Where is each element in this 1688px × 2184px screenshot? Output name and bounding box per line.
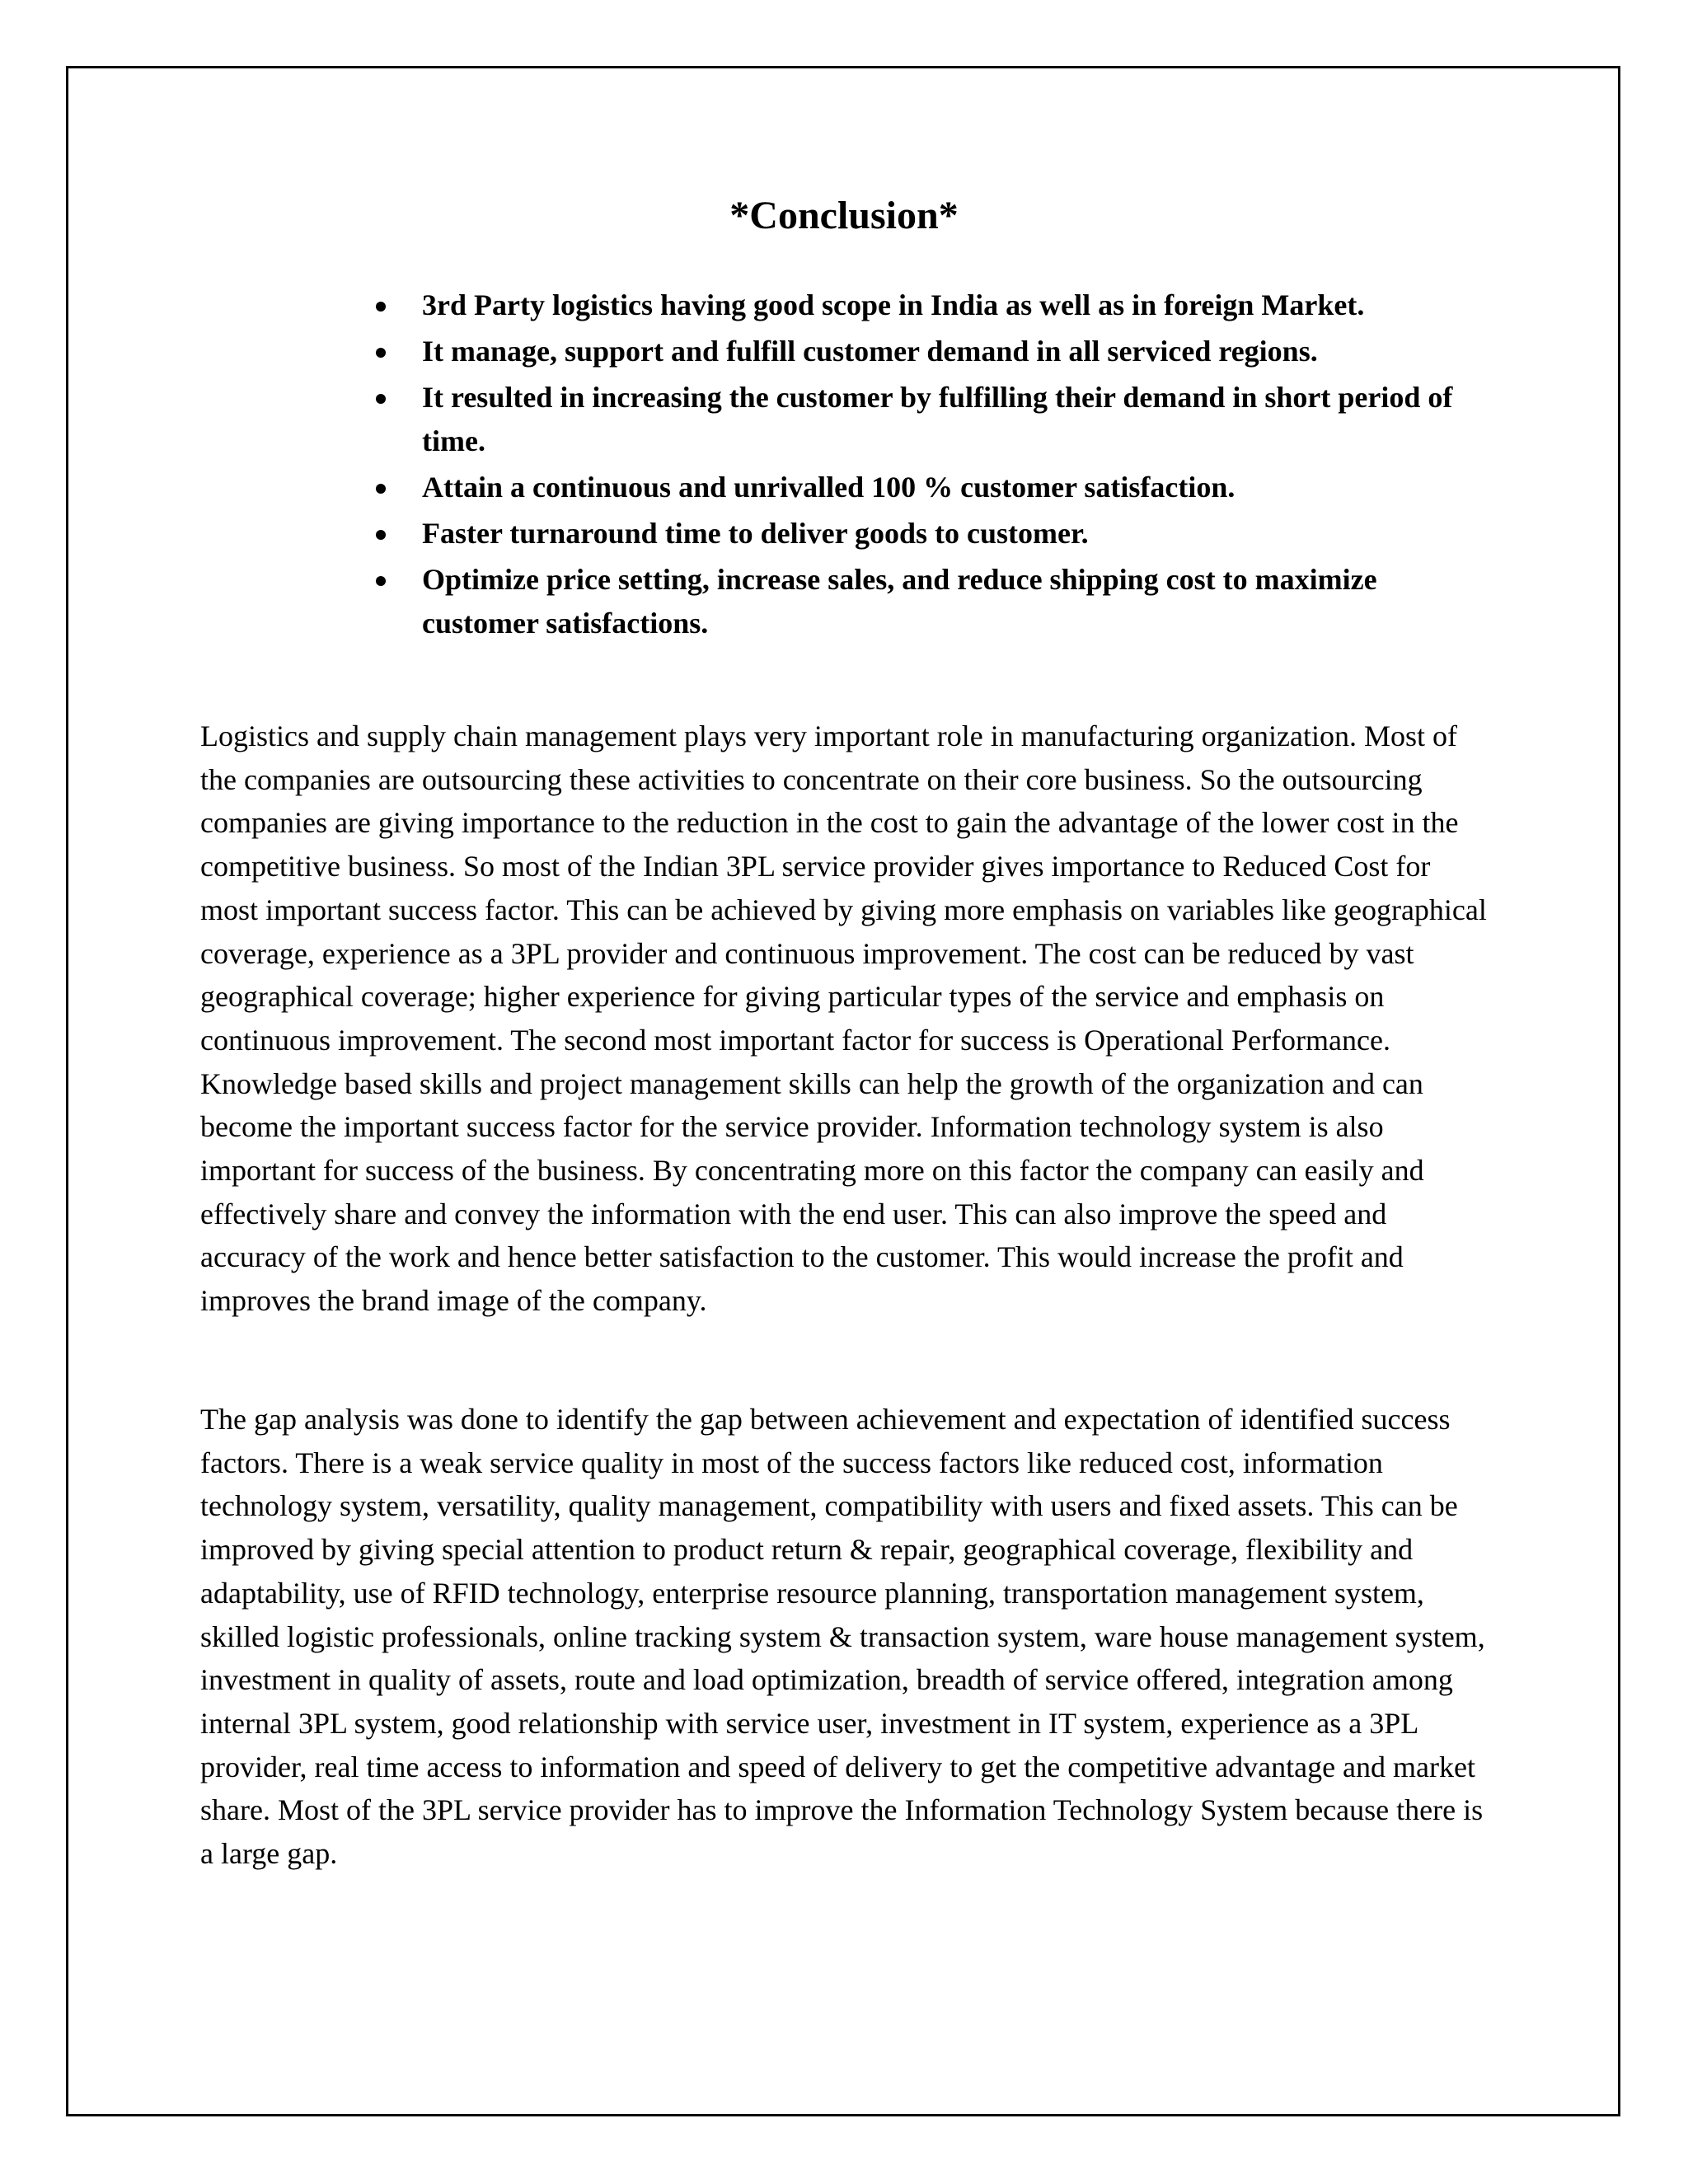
bullet-dot-icon (376, 394, 386, 404)
page-title: *Conclusion* (729, 194, 959, 237)
bullet-text: Faster turnaround time to deliver goods to customer. (422, 517, 1089, 550)
bullet-item (422, 330, 1493, 373)
bullet-text: Optimize price setting, increase sales, and reduce shipping cost to maximize customer satisfactions. (422, 563, 1377, 640)
bullet-item (422, 558, 1493, 645)
bullet-dot-icon (376, 484, 386, 494)
bullet-text: 3rd Party logistics having good scope in India as well as in foreign Market. (422, 288, 1365, 321)
conclusion-bullet-list (422, 284, 1493, 648)
bullet-dot-icon (376, 302, 386, 312)
body-paragraph-1: Logistics and supply chain management plays very important role in manufacturing organization. Most of the companies are outsourcing these activities to concentrate on their core business. So the outsourcing companies are giving importance to the reduction in the cost to gain the advantage of the lower cost in the competitive business. So most of the Indian 3PL service provider gives importance to Reduced Cost for most important success factor. This can be achieved by giving more emphasis on variables like geographical coverage, experience as a 3PL provider and continuous improvement. The cost can be reduced by vast geographical coverage; higher experience for giving particular types of the service and emphasis on continuous improvement. The second most important factor for success is Operational Performance. Knowledge based skills and project management skills can help the growth of the organization and can become the important success factor for the service provider. Information technology system is also important for success of the business. By concentrating more on this factor the company can easily and effectively share and convey the information with the end user. This can also improve the speed and accuracy of the work and hence better satisfaction to the customer. This would increase the profit and improves the brand image of the company. (200, 719, 1487, 1318)
bullet-text: Attain a continuous and unrivalled 100 % customer satisfaction. (422, 471, 1236, 504)
bullet-dot-icon (376, 576, 386, 586)
bullet-item (422, 466, 1493, 509)
bullet-text: It resulted in increasing the customer by fulfilling their demand in short period of time. (422, 381, 1453, 457)
bullet-item (422, 376, 1493, 463)
bullet-item (422, 284, 1493, 327)
bullet-item (422, 512, 1493, 555)
body-paragraph-2: The gap analysis was done to identify the gap between achievement and expectation of identified success factors. There is a weak service quality in most of the success factors like reduced cost, information technology system, versatility, quality management, compatibility with users and fixed assets. This can be improved by giving special attention to product return & repair, geographical coverage, flexibility and adaptability, use of RFID technology, enterprise resource planning, transportation management system, skilled logistic professionals, online tracking system & transaction system, ware house management system, investment in quality of assets, route and load optimization, breadth of service offered, integration among internal 3PL system, good relationship with service user, investment in IT system, experience as a 3PL provider, real time access to information and speed of delivery to get the competitive advantage and market share. Most of the 3PL service provider has to improve the Information Technology System because there is a large gap. (200, 1403, 1485, 1871)
bullet-dot-icon (376, 348, 386, 358)
bullet-text: It manage, support and fulfill customer demand in all serviced regions. (422, 335, 1318, 368)
bullet-dot-icon (376, 530, 386, 540)
